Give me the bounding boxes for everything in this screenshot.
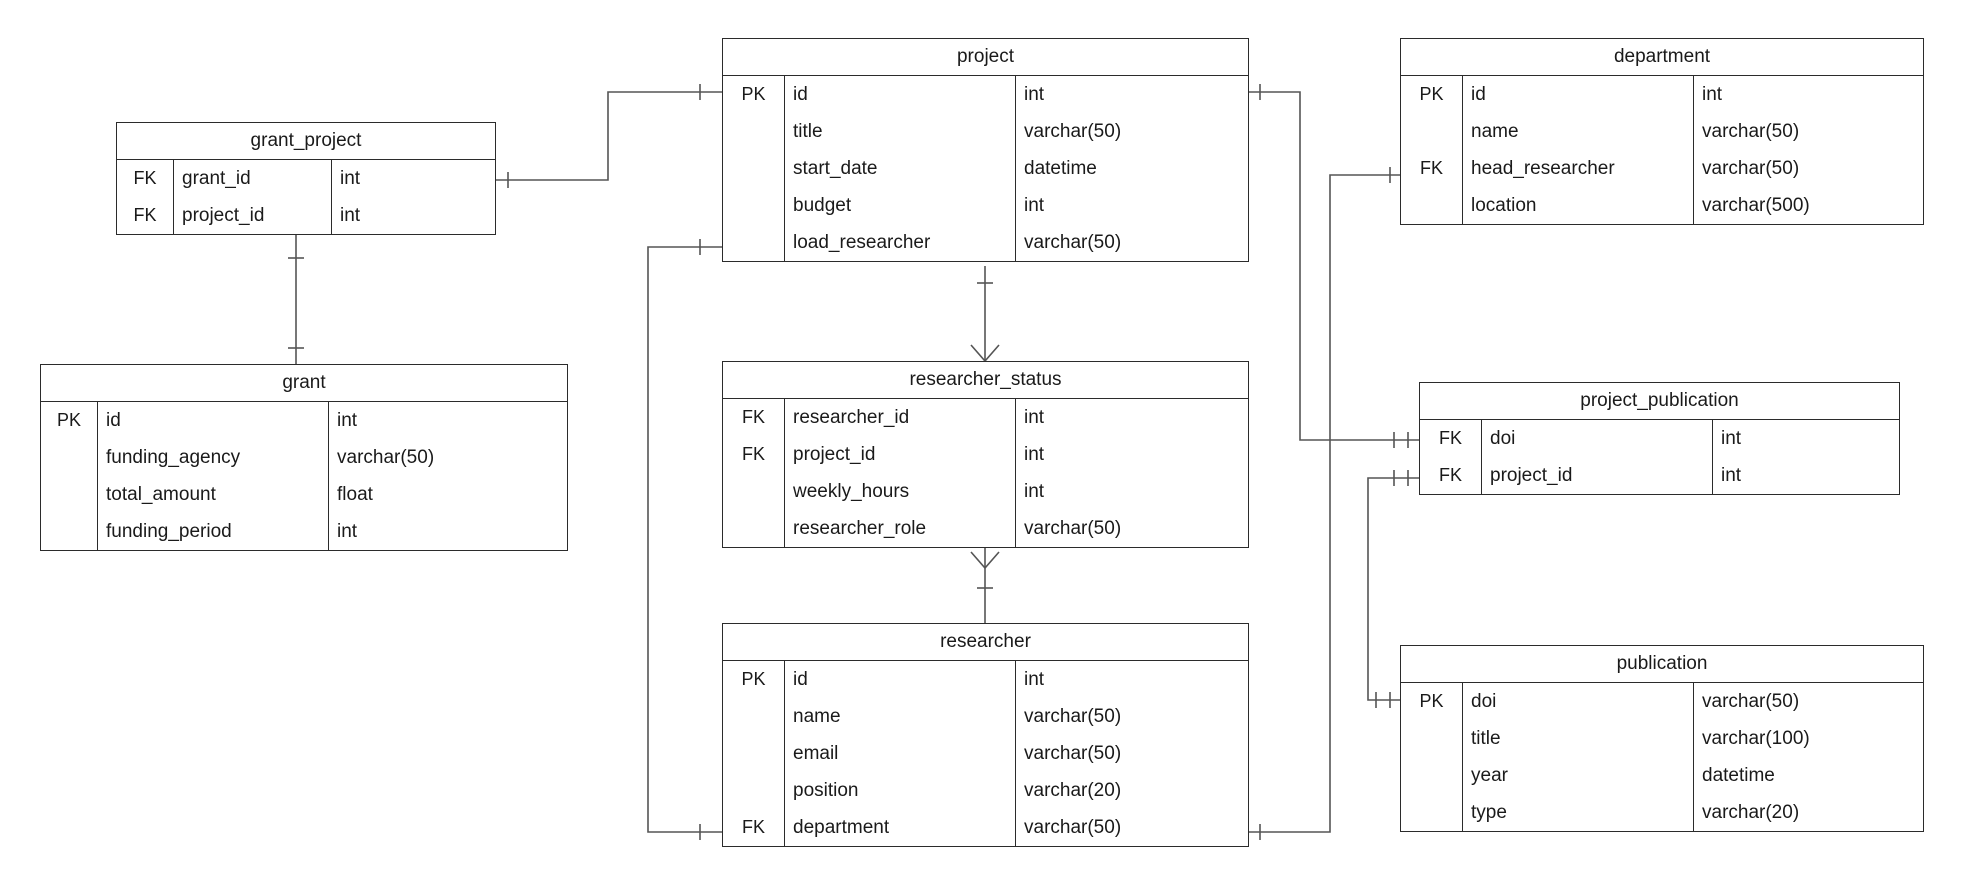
attribute-name: funding_agency [98,439,329,476]
attribute-name: load_researcher [785,224,1016,261]
attribute-name: email [785,735,1016,772]
attribute-name: title [785,113,1016,150]
attribute-type: varchar(50) [1024,231,1122,253]
attribute-row[interactable] [1420,457,1899,494]
attribute-row[interactable] [723,473,1248,510]
attribute-name: doi [1482,420,1713,457]
attribute-key-badge: PK [41,402,98,439]
attribute-row[interactable] [41,439,567,476]
attribute-type: datetime [1024,157,1097,179]
attribute-name: researcher_id [785,399,1016,436]
attribute-type: int [1721,427,1742,449]
attribute-type: varchar(500) [1702,194,1810,216]
line-project-projectpublication [1249,92,1419,440]
attribute-key-badge: FK [117,197,174,234]
attribute-type: varchar(50) [1024,816,1122,838]
attribute-key-badge: FK [723,399,785,436]
attribute-type: varchar(20) [1024,779,1122,801]
attribute-type: int [1024,443,1045,465]
crowfoot-researcherstatus-bottom [971,552,999,568]
attribute-name: total_amount [98,476,329,513]
tick-projectpublication-left-2 [1394,470,1408,486]
attribute-row[interactable] [1401,150,1923,187]
attribute-name: weekly_hours [785,473,1016,510]
attribute-row[interactable] [41,513,567,550]
attribute-row[interactable] [1401,720,1923,757]
entity-title-publication: publication [1401,646,1923,683]
attribute-key-badge [723,735,785,772]
attribute-name: grant_id [174,160,332,197]
crowfoot-researcherstatus-top [971,345,999,361]
attribute-key-badge [41,513,98,550]
attribute-key-badge: FK [1401,150,1463,187]
attribute-key-badge [723,224,785,261]
attribute-type: int [337,409,358,431]
attribute-row[interactable] [1420,420,1899,457]
attribute-type: varchar(50) [1024,517,1122,539]
attribute-type: varchar(50) [337,446,435,468]
attribute-row[interactable] [41,476,567,513]
attribute-key-badge: PK [1401,76,1463,113]
entity-grant[interactable] [40,364,568,551]
attribute-name: name [785,698,1016,735]
attribute-name: funding_period [98,513,329,550]
attribute-type: int [1702,83,1723,105]
attribute-row[interactable] [1401,794,1923,831]
tick-projectpublication-left-1 [1394,432,1408,448]
line-researcher-project [648,247,722,832]
attribute-key-badge: PK [723,76,785,113]
attribute-row[interactable] [723,76,1248,113]
attribute-name: location [1463,187,1694,224]
attribute-name: id [785,661,1016,698]
attribute-row[interactable] [117,197,495,234]
attribute-name: head_researcher [1463,150,1694,187]
attribute-type: varchar(100) [1702,727,1810,749]
attribute-type: varchar(20) [1702,801,1800,823]
attribute-row[interactable] [117,160,495,197]
attribute-type: float [337,483,373,505]
attribute-key-badge [723,772,785,809]
attribute-name: project_id [1482,457,1713,494]
attribute-key-badge: FK [1420,420,1482,457]
attribute-row[interactable] [1401,187,1923,224]
attribute-row[interactable] [1401,757,1923,794]
attribute-name: id [1463,76,1694,113]
attribute-key-badge: FK [723,436,785,473]
attribute-name: id [98,402,329,439]
entity-title-project: project [723,39,1248,76]
attribute-name: doi [1463,683,1694,720]
attribute-type: varchar(50) [1702,120,1800,142]
entity-title-grant: grant [41,365,567,402]
attribute-type: varchar(50) [1024,705,1122,727]
attribute-key-badge [723,113,785,150]
attribute-name: title [1463,720,1694,757]
attribute-key-badge [1401,794,1463,831]
attribute-key-badge [723,473,785,510]
attribute-name: department [785,809,1016,846]
attribute-row[interactable] [723,698,1248,735]
attribute-row[interactable] [723,735,1248,772]
attribute-row[interactable] [723,510,1248,547]
entity-title-project_publication: project_publication [1420,383,1899,420]
attribute-key-badge: FK [723,809,785,846]
attribute-name: researcher_role [785,510,1016,547]
attribute-type: int [337,520,358,542]
entity-title-researcher: researcher [723,624,1248,661]
attribute-row[interactable] [723,809,1248,846]
attribute-type: varchar(50) [1702,157,1800,179]
attribute-type: int [1024,668,1045,690]
entity-title-grant_project: grant_project [117,123,495,160]
attribute-type: int [340,167,361,189]
attribute-key-badge [1401,113,1463,150]
attribute-row[interactable] [723,150,1248,187]
attribute-key-badge [41,476,98,513]
attribute-type: int [340,204,361,226]
attribute-row[interactable] [723,661,1248,698]
attribute-type: int [1024,194,1045,216]
attribute-key-badge [723,187,785,224]
attribute-key-badge [1401,720,1463,757]
attribute-type: int [1024,406,1045,428]
tick-publication-left [1376,692,1390,708]
attribute-row[interactable] [723,436,1248,473]
attribute-key-badge: PK [723,661,785,698]
attribute-type: datetime [1702,764,1775,786]
attribute-row[interactable] [723,772,1248,809]
attribute-name: budget [785,187,1016,224]
attribute-key-badge: FK [1420,457,1482,494]
attribute-name: project_id [174,197,332,234]
attribute-row[interactable] [1401,113,1923,150]
attribute-name: id [785,76,1016,113]
attribute-row[interactable] [723,399,1248,436]
entity-grant_project[interactable] [116,122,496,235]
entity-researcher[interactable] [722,623,1249,847]
attribute-key-badge [723,698,785,735]
attribute-name: type [1463,794,1694,831]
attribute-key-badge [1401,187,1463,224]
attribute-type: varchar(50) [1702,690,1800,712]
attribute-row[interactable] [1401,683,1923,720]
attribute-type: int [1024,83,1045,105]
attribute-row[interactable] [723,187,1248,224]
attribute-key-badge [723,150,785,187]
line-researcher-department [1249,175,1400,832]
attribute-row[interactable] [1401,76,1923,113]
line-grantproject-project [496,92,722,180]
entity-department[interactable] [1400,38,1924,225]
attribute-name: start_date [785,150,1016,187]
entity-project[interactable] [722,38,1249,262]
attribute-row[interactable] [41,402,567,439]
attribute-row[interactable] [723,224,1248,261]
attribute-type: int [1721,464,1742,486]
attribute-type: varchar(50) [1024,120,1122,142]
attribute-key-badge [1401,757,1463,794]
attribute-key-badge [41,439,98,476]
entity-publication[interactable] [1400,645,1924,832]
attribute-key-badge [723,510,785,547]
attribute-name: year [1463,757,1694,794]
entity-title-department: department [1401,39,1923,76]
attribute-key-badge: FK [117,160,174,197]
entity-title-researcher_status: researcher_status [723,362,1248,399]
attribute-row[interactable] [723,113,1248,150]
attribute-name: position [785,772,1016,809]
entity-project_publication[interactable] [1419,382,1900,495]
attribute-name: project_id [785,436,1016,473]
attribute-name: name [1463,113,1694,150]
attribute-type: varchar(50) [1024,742,1122,764]
entity-researcher_status[interactable] [722,361,1249,548]
attribute-key-badge: PK [1401,683,1463,720]
attribute-type: int [1024,480,1045,502]
